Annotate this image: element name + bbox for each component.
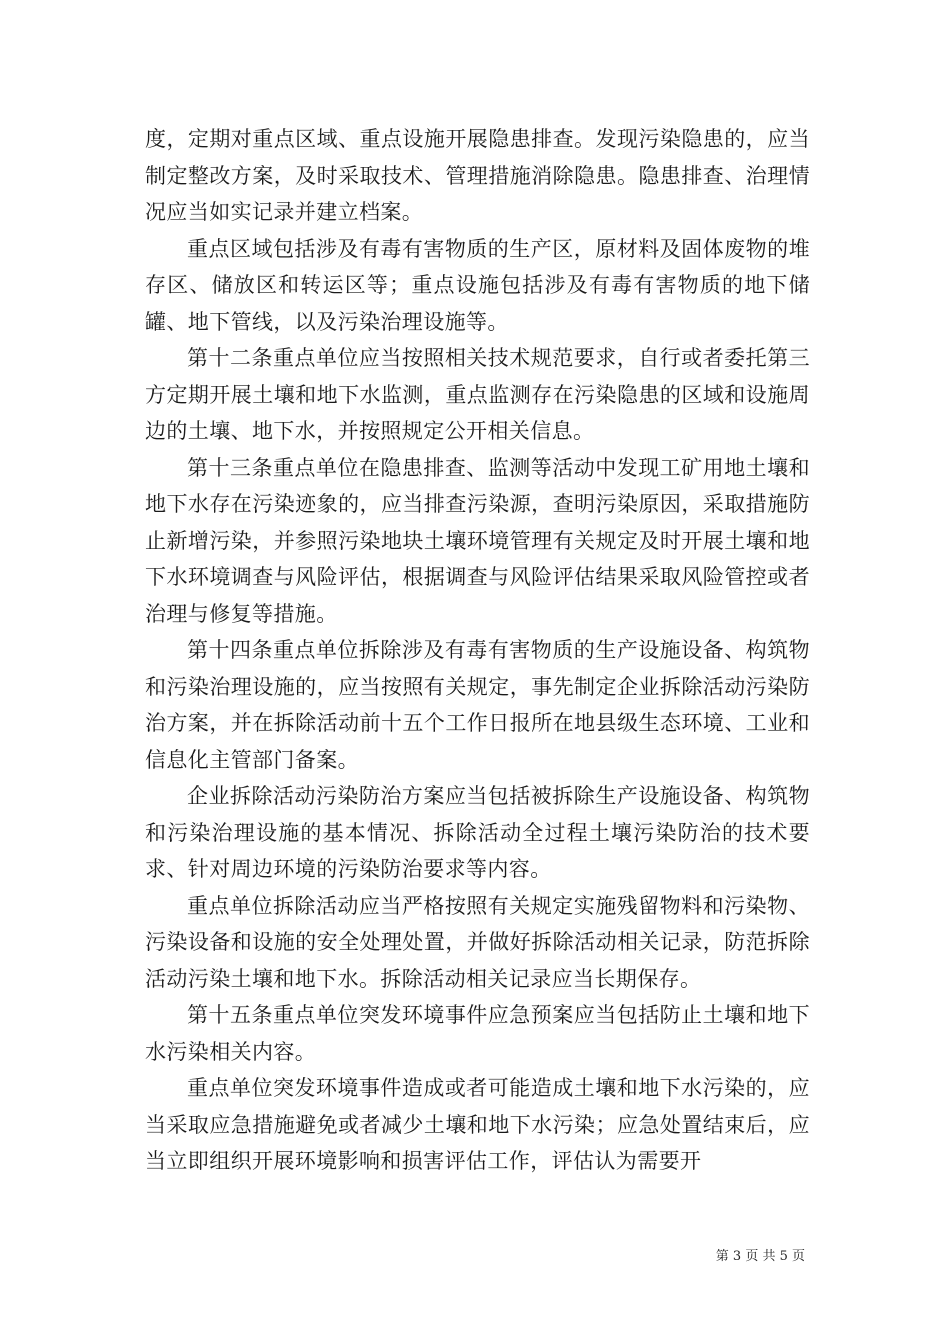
- paragraph-emergency: 重点单位突发环境事件造成或者可能造成土壤和地下水污染的，应当采取应急措施避免或者减少土壤和地下水污染；应急处置结束后，应当立即组织开展环境影响和损害评估工作，评估认为需要开: [145, 1076, 810, 1173]
- paragraph-demolition-activity: 重点单位拆除活动应当严格按照有关规定实施残留物料和污染物、污染设备和设施的安全处理处置，并做好拆除活动相关记录，防范拆除活动污染土壤和地下水。拆除活动相关记录应当长期保存。: [145, 893, 810, 991]
- paragraph-article-15: 第十五条重点单位突发环境事件应急预案应当包括防止土壤和地下水污染相关内容。: [145, 1003, 810, 1064]
- paragraph-article-13: 第十三条重点单位在隐患排查、监测等活动中发现工矿用地土壤和地下水存在污染迹象的，应当排查污染源，查明污染原因，采取措施防止新增污染，并参照污染地块土壤环境管理有关规定及时开展土壤和地下水环境调查与风险评估，根据调查与风险评估结果采取风险管控或者治理与修复等措施。: [145, 455, 810, 626]
- paragraph-article-14: 第十四条重点单位拆除涉及有毒有害物质的生产设施设备、构筑物和污染治理设施的，应当按照有关规定，事先制定企业拆除活动污染防治方案，并在拆除活动前十五个工作日报所在地县级生态环境、工业和信息化主管部门备案。: [145, 638, 810, 772]
- paragraph-demolition-plan: 企业拆除活动污染防治方案应当包括被拆除生产设施设备、构筑物和污染治理设施的基本情况、拆除活动全过程土壤污染防治的技术要求、针对周边环境的污染防治要求等内容。: [145, 784, 810, 881]
- page-number-footer: 第 3 页 共 5 页: [715, 1249, 805, 1264]
- paragraph-article-12: 第十二条重点单位应当按照相关技术规范要求，自行或者委托第三方定期开展土壤和地下水监测，重点监测存在污染隐患的区域和设施周边的土壤、地下水，并按照规定公开相关信息。: [145, 346, 810, 443]
- document-body: [145, 121, 810, 1180]
- paragraph-continuation: 度，定期对重点区域、重点设施开展隐患排查。发现污染隐患的，应当制定整改方案，及时采取技术、管理措施消除隐患。隐患排查、治理情况应当如实记录并建立档案。: [145, 127, 810, 224]
- paragraph-key-areas: 重点区域包括涉及有毒有害物质的生产区，原材料及固体废物的堆存区、储放区和转运区等；重点设施包括涉及有毒有害物质的地下储罐、地下管线，以及污染治理设施等。: [145, 236, 810, 334]
